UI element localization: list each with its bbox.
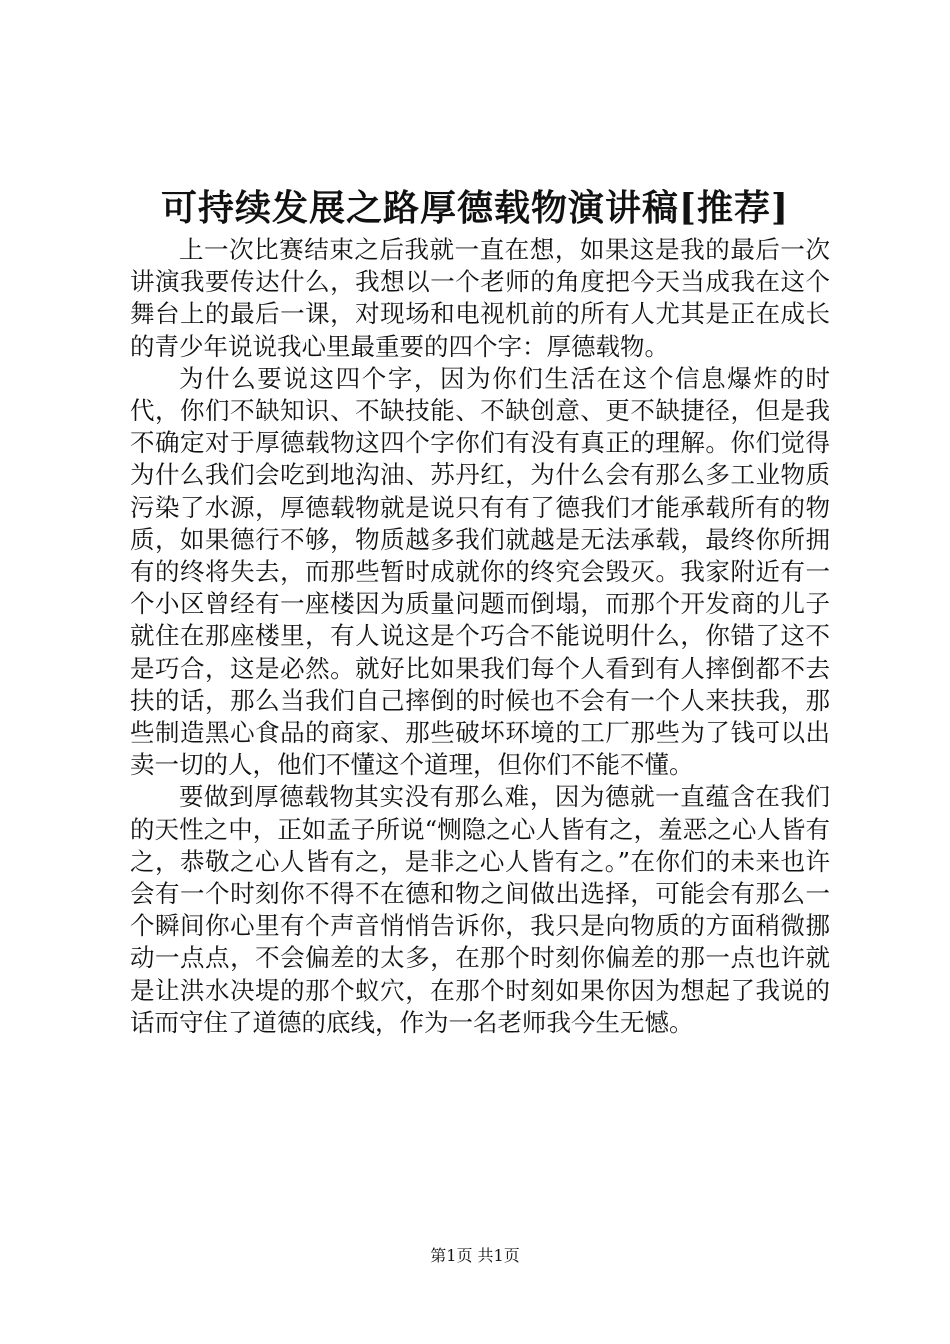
paragraph-3: 要做到厚德载物其实没有那么难，因为德就一直蕴含在我们的天性之中，正如孟子所说“恻隐之心人皆有之，羞恶之心人皆有之，恭敬之心人皆有之，是非之心人皆有之。”在你们的未来也许会有一个时刻你不得不在德和物之间做出选择，可能会有那么一个瞬间你心里有个声音悄悄告诉你，我只是向物质的方面稍微挪动一点点，不会偏差的太多，在那个时刻你偏差的那一点也许就是让洪水决堤的那个蚁穴，在那个时刻如果你因为想起了我说的话而守住了道德的底线，作为一名老师我今生无憾。: [130, 782, 830, 1037]
document-title: 可持续发展之路厚德载物演讲稿[推荐]: [160, 187, 790, 229]
document-body: [130, 234, 830, 1039]
paragraph-1: 上一次比赛结束之后我就一直在想，如果这是我的最后一次讲演我要传达什么，我想以一个老师的角度把今天当成我在这个舞台上的最后一课，对现场和电视机前的所有人尤其是正在成长的青少年说说我心里最重要的四个字：厚德载物。: [130, 235, 830, 361]
paragraph-2: 为什么要说这四个字，因为你们生活在这个信息爆炸的时代，你们不缺知识、不缺技能、不缺创意、更不缺捷径，但是我不确定对于厚德载物这四个字你们有没有真正的理解。你们觉得为什么我们会吃到地沟油、苏丹红，为什么会有那么多工业物质污染了水源，厚德载物就是说只有有了德我们才能承载所有的物质，如果德行不够，物质越多我们就越是无法承载，最终你所拥有的终将失去，而那些暂时成就你的终究会毁灭。我家附近有一个小区曾经有一座楼因为质量问题而倒塌，而那个开发商的儿子就住在那座楼里，有人说这是个巧合不能说明什么，你错了这不是巧合，这是必然。就好比如果我们每个人看到有人摔倒都不去扶的话，那么当我们自己摔倒的时候也不会有一个人来扶我，那些制造黑心食品的商家、那些破坏环境的工厂那些为了钱可以出卖一切的人，他们不懂这个道理，但你们不能不懂。: [130, 363, 830, 780]
page-footer: 第1页 共1页: [430, 1246, 520, 1265]
